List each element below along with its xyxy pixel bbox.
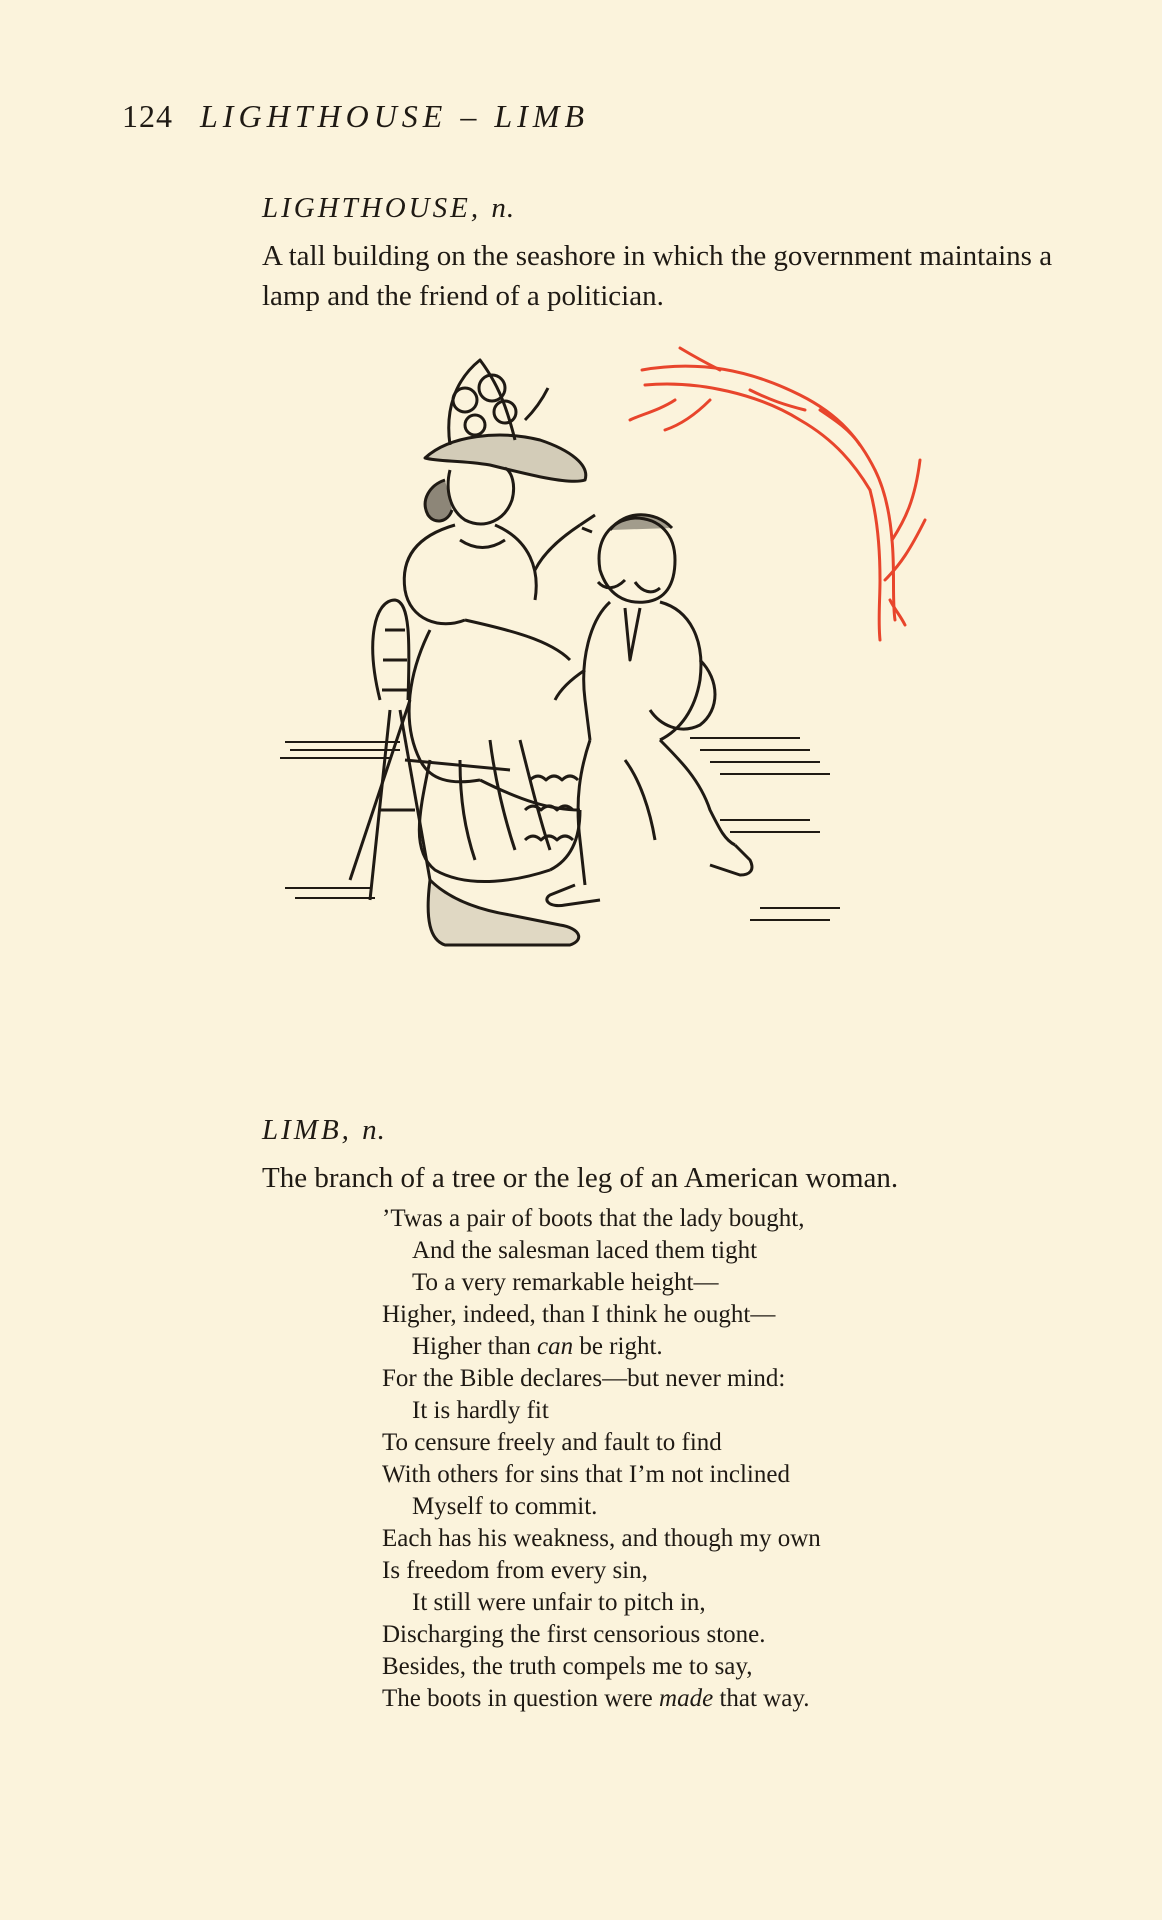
verse-text: For the Bible declares—but never mind:: [382, 1365, 786, 1392]
verse-emphasis: made: [659, 1685, 714, 1712]
verse-text: Each has his weakness, and though my own: [382, 1525, 821, 1552]
verse-text: To censure freely and fault to find: [382, 1429, 722, 1456]
verse-text: It is hardly fit: [412, 1397, 549, 1424]
running-head-title: LIGHTHOUSE – LIMB: [200, 98, 589, 134]
verse-text: that way.: [713, 1685, 810, 1712]
verse-line: [382, 1683, 1022, 1715]
verse-text: Discharging the first censorious stone.: [382, 1621, 766, 1648]
verse-text: Myself to commit.: [412, 1493, 598, 1520]
seated-lady-icon: [350, 360, 595, 945]
definition: A tall building on the seashore in which the government maintains a lamp and the friend of a politician.: [262, 240, 1053, 312]
kneeling-salesman-icon: [547, 515, 752, 906]
headword-text: LIMB,: [262, 1114, 352, 1146]
floor-lines-icon: [280, 738, 840, 920]
verse-line: [382, 1299, 1022, 1331]
verse-text: Higher, indeed, than I think he ought—: [382, 1301, 776, 1328]
verse-line: [382, 1331, 1022, 1363]
page-number: 124: [122, 98, 173, 134]
part-of-speech: n.: [491, 192, 516, 224]
verse-text: It still were unfair to pitch in,: [412, 1589, 706, 1616]
verse-text: The boots in question were: [382, 1685, 660, 1712]
verse: [382, 1203, 1022, 1715]
verse-line: [382, 1491, 1022, 1523]
verse-line: [382, 1523, 1022, 1555]
headword-text: LIGHTHOUSE,: [262, 192, 482, 224]
verse-text: Is freedom from every sin,: [382, 1557, 648, 1584]
verse-text: Besides, the truth compels me to say,: [382, 1653, 753, 1680]
verse-line: [382, 1651, 1022, 1683]
verse-line: [382, 1459, 1022, 1491]
verse-text: And the salesman laced them tight: [412, 1237, 758, 1264]
verse-line: [382, 1587, 1022, 1619]
part-of-speech: n.: [362, 1114, 386, 1146]
verse-text: Higher than: [412, 1333, 537, 1360]
running-head: [122, 98, 589, 135]
verse-line: [382, 1235, 1022, 1267]
verse-line: [382, 1267, 1022, 1299]
verse-text: be right.: [573, 1333, 663, 1360]
verse-emphasis: can: [536, 1333, 574, 1360]
verse-line: [382, 1555, 1022, 1587]
illustration: [280, 340, 1020, 1060]
verse-line: [382, 1203, 1022, 1235]
dictionary-entry-lighthouse: [262, 190, 1092, 316]
verse-text: ’Twas a pair of boots that the lady bought,: [382, 1205, 805, 1232]
headword: [262, 1112, 1092, 1148]
dictionary-entry-limb: [262, 1112, 1092, 1198]
verse-text: With others for sins that I’m not inclined: [382, 1461, 790, 1488]
tree-branch-icon: [630, 348, 925, 640]
headword: [262, 190, 1092, 226]
definition: The branch of a tree or the leg of an American woman.: [262, 1162, 899, 1194]
verse-line: [382, 1619, 1022, 1651]
verse-line: [382, 1427, 1022, 1459]
verse-line: [382, 1363, 1022, 1395]
verse-line: [382, 1395, 1022, 1427]
verse-text: To a very remarkable height—: [412, 1269, 719, 1296]
